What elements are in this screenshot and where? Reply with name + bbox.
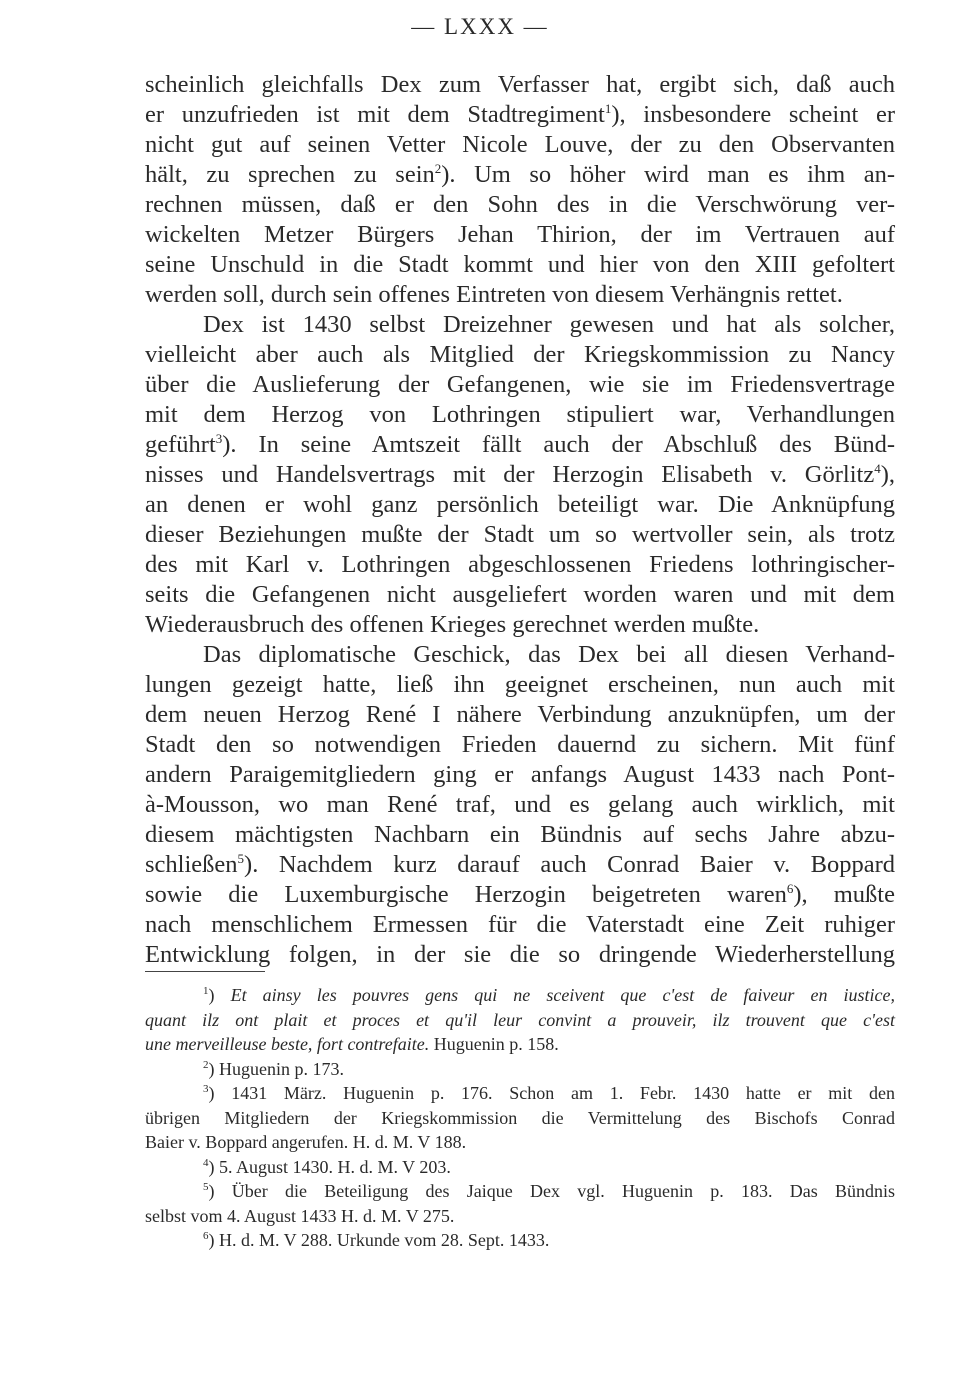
text-line: hält, zu sprechen zu sein$^2$). Um so höher wird man es ihm an- [145, 161, 895, 188]
footnote-divider [145, 971, 265, 972]
text-line: seits die Gefangenen nicht ausgeliefert worden waren und mit dem [145, 581, 895, 608]
footnote-ref: 6 [786, 881, 794, 896]
footnote-marker: 5 [203, 1181, 209, 1193]
text-line: schließen$^5$). Nachdem kurz darauf auch Conrad Baier v. Boppard [145, 851, 895, 878]
footnote-line: $^3$) 1431 März. Huguenin p. 176. Schon am 1. Febr. 1430 hatte er mit den [203, 1083, 895, 1103]
text-line: des mit Karl v. Lothringen abgeschlossenen Friedens lothringischer- [145, 551, 895, 578]
page-number-header: — LXXX — [411, 14, 549, 39]
text-line: geführt$^3$). In seine Amtszeit fällt auch der Abschluß des Bünd- [145, 431, 895, 458]
text-line: an denen er wohl ganz persönlich beteiligt war. Die Anknüpfung [145, 491, 895, 518]
text-line: nicht gut auf seinen Vetter Nicole Louve, der zu den Observanten [145, 131, 895, 158]
footnote-line: Baier v. Boppard angerufen. H. d. M. V 188. [145, 1132, 467, 1152]
text-line: diesem mächtigsten Nachbarn ein Bündnis auf sechs Jahre abzu- [145, 821, 895, 848]
footnote-line: $^4$) 5. August 1430. H. d. M. V 203. [203, 1156, 451, 1177]
text-line: über die Auslieferung der Gefangenen, wie sie im Friedensvertrage [145, 371, 895, 398]
footnote-marker: 4 [203, 1156, 209, 1169]
footnote-marker: 3 [203, 1083, 209, 1095]
footnote-line: quant ilz ont plait et proces et qu'il leur convint a prouveir, ilz trouvent que c'est [145, 1009, 895, 1030]
text-line: lungen gezeigt hatte, ließ ihn geeignet erscheinen, nun auch mit [145, 671, 895, 698]
text-line: wickelten Metzer Bürgers Jehan Thirion, der im Vertrauen auf [145, 221, 895, 248]
text-line: andern Paraigemitgliedern ging er anfangs August 1433 nach Pont- [145, 761, 895, 788]
footnote-ref: 1 [604, 101, 612, 116]
text-line: Dex ist 1430 selbst Dreizehner gewesen und hat als solcher, [203, 311, 895, 338]
text-line: nisses und Handelsvertrags mit der Herzogin Elisabeth v. Görlitz$^4$), [145, 461, 895, 488]
footnote-marker: 6 [203, 1230, 209, 1242]
footnote-ref: 4 [874, 461, 881, 476]
footnote-line: $^1$) Et ainsy les pouvres gens qui ne sceivent que c'est de faiveur en iustice, [203, 985, 896, 1005]
footnote-marker: 2 [203, 1058, 209, 1071]
footnote-line: selbst vom 4. August 1433 H. d. M. V 275. [145, 1205, 455, 1226]
text-line: nach menschlichem Ermessen für die Vaterstadt eine Zeit ruhiger [145, 911, 895, 938]
text-line: Stadt den so notwendigen Frieden dauernd zu sichern. Mit fünf [145, 731, 895, 758]
footnote-line: $^6$) H. d. M. V 288. Urkunde vom 28. Sept. 1433. [203, 1230, 550, 1250]
text-line: dem neuen Herzog René I nähere Verbindung anzuknüpfen, um der [145, 701, 895, 728]
text-line: Das diplomatische Geschick, das Dex bei all diesen Verhand- [203, 641, 895, 668]
main-text [145, 70, 895, 970]
footnote-line: $^2$) Huguenin p. 173. [203, 1058, 344, 1079]
footnote-ref: 5 [237, 851, 245, 866]
text-line: scheinlich gleichfalls Dex zum Verfasser hat, ergibt sich, daß auch [145, 71, 895, 98]
footnotes [145, 983, 895, 1253]
text-line: Entwicklung folgen, in der sie die so dringende Wiederherstellung [145, 941, 895, 968]
text-line: dieser Beziehungen mußte der Stadt um so wertvoller sein, als trotz [145, 521, 895, 548]
footnote-ref: 3 [215, 431, 223, 446]
text-line: er unzufrieden ist mit dem Stadtregiment$^1$), insbesondere scheint er [145, 101, 895, 128]
text-line: vielleicht aber auch als Mitglied der Kriegskommission zu Nancy [145, 341, 895, 368]
text-line: mit dem Herzog von Lothringen stipuliert war, Verhandlungen [145, 401, 895, 428]
footnote-marker: 1 [203, 985, 209, 997]
footnote-line: une merveilleuse beste, fort contrefaite. Huguenin p. 158. [145, 1034, 559, 1054]
text-line: werden soll, durch sein offenes Eintreten von diesem Verhängnis rettet. [145, 281, 843, 308]
text-line: seine Unschuld in die Stadt kommt und hier von den XIII gefoltert [145, 251, 895, 278]
footnote-line: übrigen Mitgliedern der Kriegskommission die Vermittelung des Bischofs Conrad [145, 1107, 895, 1128]
footnote-ref: 2 [434, 161, 442, 176]
text-line: rechnen müssen, daß er den Sohn des in die Verschwörung ver- [145, 191, 895, 218]
text-line: à-Mousson, wo man René traf, und es gelang auch wirklich, mit [145, 791, 895, 818]
footnote-line: $^5$) Über die Beteiligung des Jaique Dex vgl. Huguenin p. 183. Das Bündnis [203, 1181, 895, 1201]
text-line: sowie die Luxemburgische Herzogin beigetreten waren$^6$), mußte [145, 881, 895, 908]
text-line: Wiederausbruch des offenen Krieges gerechnet werden mußte. [145, 611, 760, 638]
